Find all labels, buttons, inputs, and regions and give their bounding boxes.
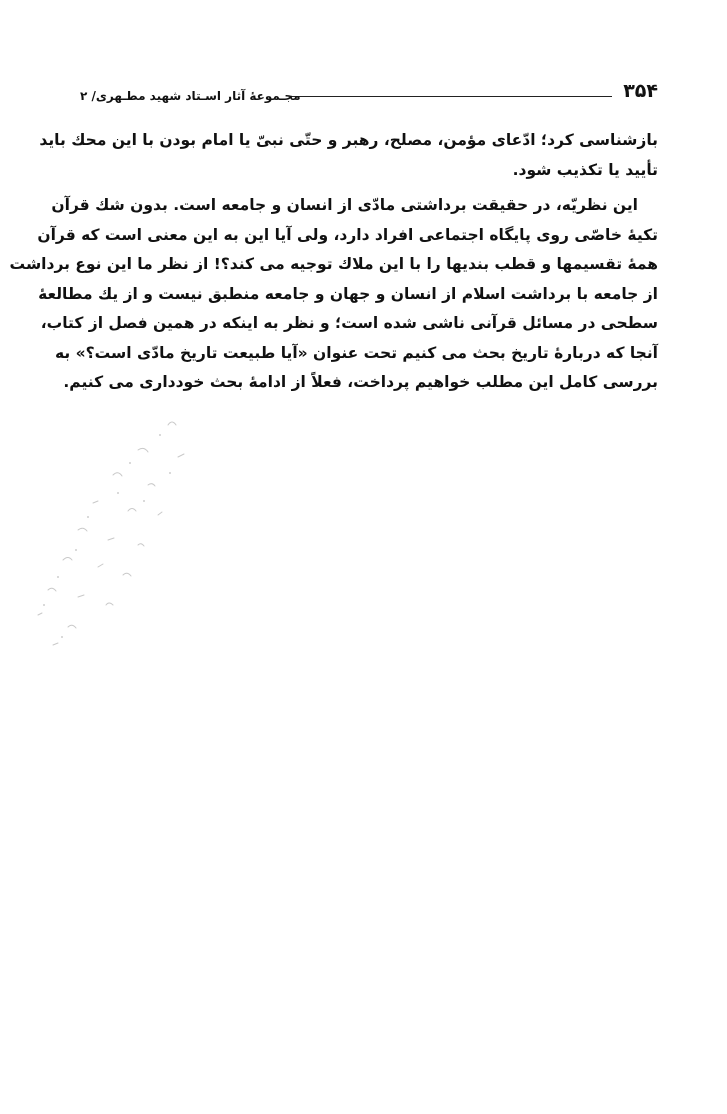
text-line: تکیهٔ خاصّی روی پایگاه اجتماعی افراد دارد، ولی آیا این به این معنی است که قرآن [37,225,658,244]
text-line: سطحی در مسائل قرآنی ناشی شده است؛ و نظر به اینکه در همین فصل از کتاب، [40,314,658,332]
text-line: همهٔ تقسیمها و قطب بندیها را با این ملاك توجیه می کند؟! از نظر ما این نوع برداشت [9,255,658,273]
paragraph-1 [39,126,658,185]
text-line: از جامعه با برداشت اسلام از انسان و جهان و جامعه منطبق نیست و از یك مطالعهٔ [38,284,658,303]
body-text [9,126,658,398]
bleed-through-marks [18,405,198,665]
header-rule [292,96,612,97]
text-line: این نظریّه، در حقیقت برداشتی مادّی از انسان و جامعه است. بدون شك قرآن [51,196,638,214]
text-line: تأیید یا تکذیب شود. [512,160,658,179]
running-title: مجـموعهٔ آثار اسـتاد شهید مطـهری/ ۲ [80,89,301,103]
paragraph-2 [9,191,658,398]
text-line: آنجا که دربارهٔ تاریخ بحث می کنیم تحت عنوان «آیا طبیعت تاریخ مادّی است؟» به [54,343,658,362]
running-header [80,80,658,110]
page-number: ۳۵۴ [623,80,658,102]
text-line: بررسی کامل این مطلب خواهیم پرداخت، فعلاً از ادامهٔ بحث خودداری می کنیم. [63,373,658,391]
text-line: بازشناسی کرد؛ ادّعای مؤمن، مصلح، رهبر و حتّی نبیّ یا امام بودن با این محك باید [39,131,658,149]
